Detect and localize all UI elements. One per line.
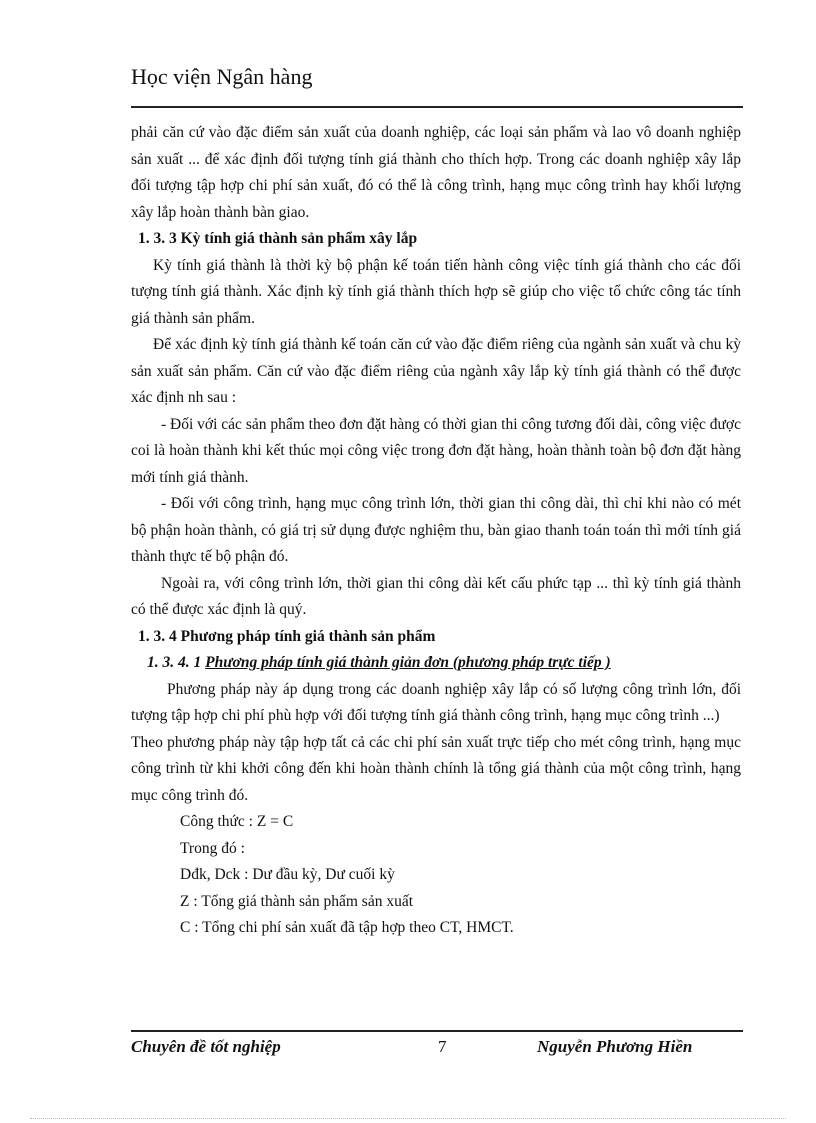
paragraph-period-determination: Để xác định kỳ tính giá thành kế toán căn cứ vào đặc điểm riêng của ngành sản xuất và chu kỳ sản xuất sản phẩm. Căn cứ vào đặc điểm riêng của ngành xây lắp kỳ tính giá thành có thể được xác định nh sau :: [131, 336, 741, 406]
paragraph-quarterly: Ngoài ra, với công trình lớn, thời gian thi công dài kết cấu phức tạp ... thì kỳ tính giá thành có thể được xác định là quý.: [131, 574, 741, 618]
formula-line: Trong đó :: [180, 839, 245, 857]
section-heading-1-3-4: 1. 3. 4 Phương pháp tính giá thành sản phẩm: [138, 627, 436, 645]
paragraph-large-works: - Đối với công trình, hạng mục công trình lớn, thời gian thi công dài, thì chỉ khi nào có mét bộ phận hoàn thành, có giá trị sử dụng được nghiệm thu, bàn giao thanh toán toán thì mới tính giá thành thực tế bộ phận đó.: [131, 495, 741, 565]
paragraph-period-definition: Kỳ tính giá thành là thời kỳ bộ phận kế toán tiến hành công việc tính giá thành cho các đối tượng tính giá thành. Xác định kỳ tính giá thành thích hợp sẽ giúp cho việc tổ chức công tác tính giá thành sản phẩm.: [131, 256, 741, 327]
page-footer: [131, 1037, 743, 1061]
formula-line: Công thức : Z = C: [180, 813, 294, 830]
page-number: 7: [438, 1037, 447, 1056]
footer-rule: [131, 1030, 743, 1032]
header-rule: [131, 106, 743, 108]
paragraph-direct-method-scope: Phương pháp này áp dụng trong các doanh nghiệp xây lắp có số lượng công trình lớn, đối tượng tập hợp chi phí phù hợp với đối tượng tính giá thành công trình, hạng mục công trình ...): [131, 680, 741, 724]
page-header-title: Học viện Ngân hàng: [131, 64, 313, 89]
section-heading-1-3-3: 1. 3. 3 Kỳ tính giá thành sản phẩm xây lắp: [138, 230, 418, 247]
subsection-number: 1. 3. 4. 1: [147, 654, 206, 671]
formula-line: Dđk, Dck : Dư đầu kỳ, Dư cuối kỳ: [180, 866, 395, 883]
formula-line: Z : Tổng giá thành sản phẩm sản xuất: [180, 892, 414, 910]
document-body: [131, 120, 741, 942]
subsection-title: Phương pháp tính giá thành giản đơn (phương pháp trực tiếp ): [205, 654, 611, 671]
subsection-heading-1-3-4-1: [131, 650, 741, 677]
formula-line: C : Tổng chi phí sản xuất đã tập hợp theo CT, HMCT.: [180, 919, 514, 936]
footer-author: Nguyễn Phương Hiền: [537, 1037, 693, 1056]
paragraph-intro: phải căn cứ vào đặc điểm sản xuất của doanh nghiệp, các loại sản phẩm và lao vô doanh nghiệp sản xuất ... để xác định đối tượng tính giá thành cho thích hợp. Trong các doanh nghiệp xây lắp đối tượng tập hợp chi phí sản xuất, đó có thể là công trình, hạng mục công trình hay khối lượng xây lắp hoàn thành bàn giao.: [131, 124, 741, 221]
paragraph-direct-method-process: Theo phương pháp này tập hợp tất cả các chi phí sản xuất trực tiếp cho mét công trình, hạng mục công trình từ khi khởi công đến khi hoàn thành chính là tổng giá thành của một công trình, hạng mục công trình đó.: [131, 733, 741, 804]
paragraph-order-products: - Đối với các sản phẩm theo đơn đặt hàng có thời gian thi công tương đối dài, công việc được coi là hoàn thành khi kết thúc mọi công việc trong đơn đặt hàng, hoàn thành toàn bộ đơn đặt hàng mới tính giá thành.: [131, 415, 741, 486]
page-edge-dotted-line: [30, 1118, 786, 1119]
footer-thesis-label: Chuyên đề tốt nghiệp: [131, 1037, 281, 1056]
